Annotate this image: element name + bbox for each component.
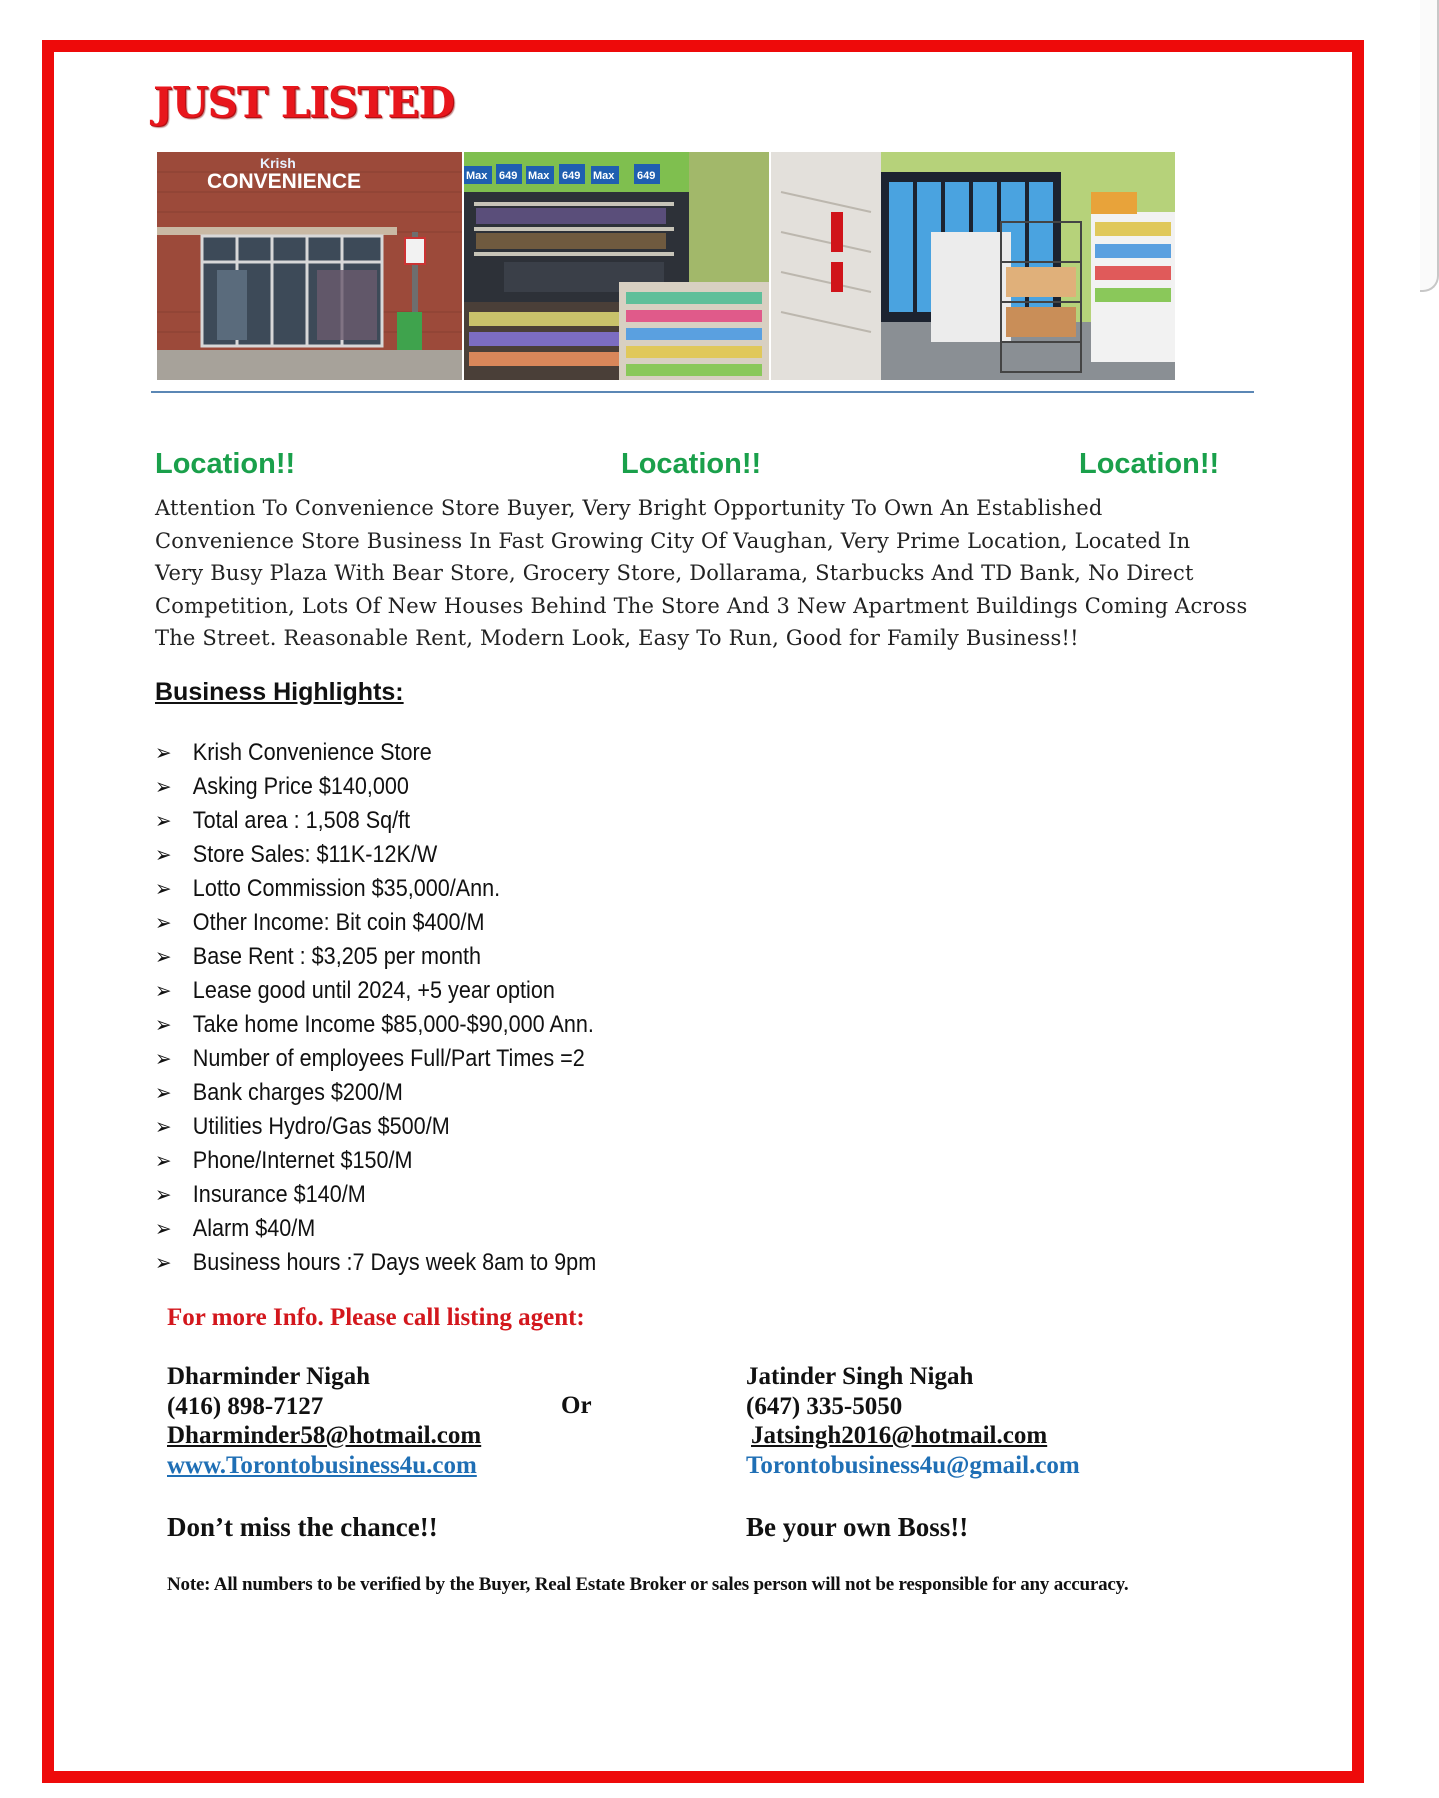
- list-item: [155, 736, 596, 770]
- intro-line: Very Busy Plaza With Bear Store, Grocery Store, Dollarama, Starbucks And TD Bank, No Direct: [155, 561, 1194, 585]
- or-separator: Or: [561, 1392, 592, 1419]
- list-item: [155, 1212, 596, 1246]
- website-link[interactable]: www.Torontobusiness4u.com: [167, 1451, 477, 1479]
- arrow-bullet-icon: ➢: [155, 774, 172, 799]
- list-item: [155, 1178, 596, 1212]
- list-item-text: Asking Price $140,000: [192, 773, 409, 800]
- arrow-bullet-icon: ➢: [155, 1012, 172, 1037]
- arrow-bullet-icon: ➢: [155, 1080, 172, 1105]
- page-title: JUST LISTED: [153, 78, 454, 127]
- agent-name: Jatinder Singh Nigah: [746, 1363, 974, 1390]
- intro-line: The Street. Reasonable Rent, Modern Look, Easy To Run, Good for Family Business!!: [155, 626, 1079, 650]
- lotto-sign: 649: [499, 170, 518, 182]
- list-item: [155, 974, 596, 1008]
- arrow-bullet-icon: ➢: [155, 1114, 172, 1139]
- arrow-bullet-icon: ➢: [155, 740, 172, 765]
- lotto-sign: 649: [562, 170, 581, 182]
- location-label: Location!!: [155, 448, 296, 480]
- arrow-bullet-icon: ➢: [155, 1046, 172, 1071]
- tagline-right: Be your own Boss!!: [746, 1512, 969, 1542]
- contact-prompt: For more Info. Please call listing agent:: [167, 1304, 585, 1331]
- list-item: [155, 1144, 596, 1178]
- list-item-text: Utilities Hydro/Gas $500/M: [192, 1113, 450, 1140]
- photo-strip: [157, 152, 1175, 380]
- list-item: [155, 872, 596, 906]
- arrow-bullet-icon: ➢: [155, 808, 172, 833]
- highlights-heading: Business Highlights:: [155, 678, 404, 706]
- agent-card-jatinder: [746, 1362, 1080, 1480]
- location-label: Location!!: [1079, 448, 1220, 480]
- list-item: [155, 940, 596, 974]
- intro-line: Competition, Lots Of New Houses Behind The Store And 3 New Apartment Buildings Coming Across: [155, 593, 1248, 618]
- lotto-sign: Max: [528, 170, 550, 182]
- list-item: [155, 1008, 596, 1042]
- intro-paragraph: [155, 492, 1255, 655]
- disclaimer-note: Note: All numbers to be verified by the Buyer, Real Estate Broker or sales person will not be responsible for any accuracy.: [167, 1574, 1129, 1595]
- list-item: [155, 906, 596, 940]
- agent-phone: (416) 898-7127: [167, 1392, 324, 1420]
- list-item: [155, 770, 596, 804]
- divider: [151, 391, 1254, 393]
- agent-name: Dharminder Nigah: [167, 1363, 371, 1390]
- store-sign-krish: Krish: [260, 155, 296, 171]
- list-item-text: Krish Convenience Store: [192, 739, 432, 766]
- list-item: [155, 1076, 596, 1110]
- location-label: Location!!: [621, 448, 762, 480]
- arrow-bullet-icon: ➢: [155, 1250, 172, 1275]
- list-item: [155, 1246, 596, 1280]
- list-item-text: Total area : 1,508 Sq/ft: [192, 807, 411, 834]
- agent-email[interactable]: Dharminder58@hotmail.com: [167, 1422, 482, 1449]
- list-item-text: Other Income: Bit coin $400/M: [192, 909, 485, 936]
- agent-email[interactable]: Jatsingh2016@hotmail.com: [751, 1422, 1048, 1449]
- list-item-text: Alarm $40/M: [192, 1215, 316, 1242]
- highlights-list: [155, 736, 645, 1280]
- list-item-text: Business hours :7 Days week 8am to 9pm: [192, 1249, 597, 1276]
- list-item: [155, 1042, 596, 1076]
- intro-line: Convenience Store Business In Fast Growing City Of Vaughan, Very Prime Location, Located In: [155, 528, 1191, 553]
- list-item-text: Lease good until 2024, +5 year option: [192, 977, 555, 1004]
- scrollbar[interactable]: [1420, 0, 1439, 292]
- arrow-bullet-icon: ➢: [155, 944, 172, 969]
- list-item-text: Phone/Internet $150/M: [192, 1147, 413, 1174]
- list-item-text: Base Rent : $3,205 per month: [192, 943, 481, 970]
- lotto-sign: Max: [466, 170, 488, 182]
- arrow-bullet-icon: ➢: [155, 978, 172, 1003]
- counter-photo: [464, 152, 769, 380]
- list-item: [155, 838, 596, 872]
- list-item-text: Take home Income $85,000-$90,000 Ann.: [192, 1011, 594, 1038]
- arrow-bullet-icon: ➢: [155, 1182, 172, 1207]
- arrow-bullet-icon: ➢: [155, 910, 172, 935]
- intro-line: Attention To Convenience Store Buyer, Very Bright Opportunity To Own An Established: [155, 496, 1103, 520]
- list-item-text: Store Sales: $11K-12K/W: [192, 841, 438, 868]
- list-item-text: Lotto Commission $35,000/Ann.: [192, 875, 501, 902]
- lotto-sign: 649: [637, 170, 656, 182]
- storefront-photo: [157, 152, 462, 380]
- list-item-text: Insurance $140/M: [192, 1181, 366, 1208]
- tagline-left: Don’t miss the chance!!: [167, 1512, 438, 1542]
- list-item: [155, 1110, 596, 1144]
- agent-phone: (647) 335-5050: [746, 1392, 903, 1420]
- aisle-photo: [771, 152, 1175, 380]
- store-sign: CONVENIENCE: [207, 170, 362, 193]
- list-item: [155, 804, 596, 838]
- arrow-bullet-icon: ➢: [155, 842, 172, 867]
- list-item-text: Number of employees Full/Part Times =2: [192, 1045, 585, 1072]
- arrow-bullet-icon: ➢: [155, 1216, 172, 1241]
- agent-card-dharminder: [167, 1362, 481, 1480]
- arrow-bullet-icon: ➢: [155, 876, 172, 901]
- arrow-bullet-icon: ➢: [155, 1148, 172, 1173]
- gmail-link[interactable]: Torontobusiness4u@gmail.com: [746, 1451, 1080, 1479]
- lotto-sign: Max: [593, 170, 615, 182]
- list-item-text: Bank charges $200/M: [192, 1079, 403, 1106]
